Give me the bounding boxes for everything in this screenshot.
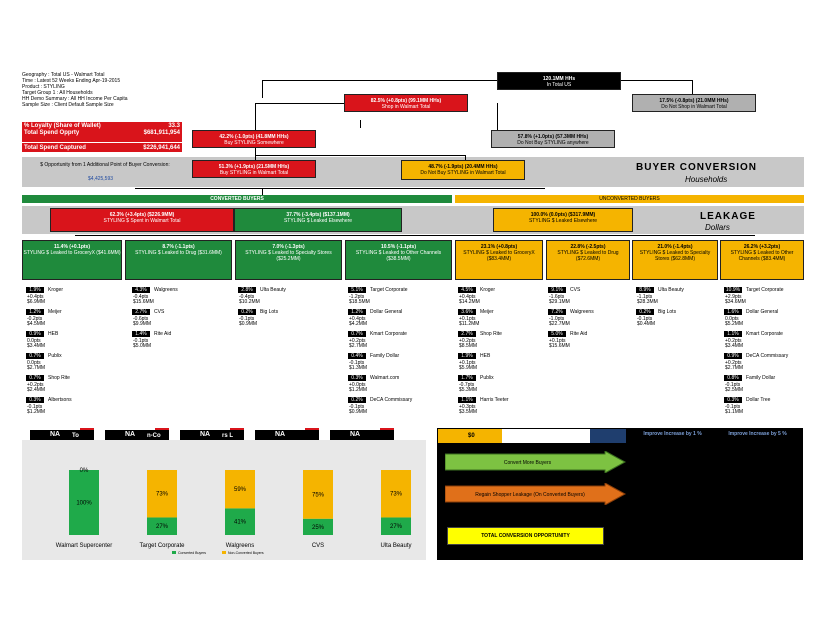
label-non-converted: 0%	[79, 468, 89, 474]
leak-row	[26, 353, 126, 371]
channel-main: 22.8% (-2.5pts)	[570, 244, 606, 250]
leak-row	[724, 331, 824, 349]
category-label: Ulta Beauty	[380, 543, 412, 549]
leak-amount: $0.4MM	[637, 321, 656, 327]
leak-row	[724, 287, 824, 305]
leak-pct: 10.9%	[725, 287, 741, 293]
leak-retailer: Ulta Beauty	[260, 287, 286, 293]
leak-row	[458, 287, 558, 305]
tree-buy-walmart-box[interactable]	[192, 160, 316, 178]
leak-row	[458, 309, 558, 327]
leak-amount: $1.1MM	[725, 409, 744, 415]
leak-row	[724, 309, 824, 327]
leak-retailer: CVS	[570, 287, 581, 293]
improve-1-label[interactable]: Improve Increase by 1 %	[643, 431, 702, 437]
leak-retailer: Walmart.com	[370, 375, 400, 381]
tree-buy-somewhere-box[interactable]	[192, 130, 316, 148]
leak-amount: $15.6MM	[549, 343, 570, 349]
leak-row	[348, 309, 448, 327]
leak-retailer: Kroger	[48, 287, 64, 293]
leak-retailer: Dollar Tree	[746, 397, 771, 403]
leak-amount: $8.5MM	[459, 343, 478, 349]
conversion-chart	[22, 440, 426, 560]
leak-pct: 1.9%	[26, 287, 44, 293]
leak-row	[458, 375, 558, 393]
leak-pct: 0.9%	[724, 353, 742, 359]
leak-change: +0.4pts	[349, 316, 366, 322]
leak-change: +0.3pts	[459, 404, 476, 410]
report-header	[22, 72, 128, 108]
leak-amount: $3.4MM	[27, 343, 46, 349]
leak-pct: 0.8%	[724, 375, 742, 381]
leak-pct: 1.2%	[348, 309, 366, 315]
leak-amount: $4.2MM	[349, 321, 368, 327]
leaked-converted-sub: STYLING $ Leaked Elsewhere	[283, 218, 353, 224]
leak-amount: $34.6MM	[725, 299, 746, 305]
leak-retailer: Big Lots	[658, 309, 677, 315]
leak-retailer: Publix	[480, 375, 494, 381]
channel-box-3[interactable]	[235, 240, 342, 280]
leak-change: +0.4pts	[27, 294, 44, 300]
label-converted: 25%	[311, 524, 325, 531]
label-converted: 27%	[155, 524, 169, 531]
category-label: Walmart Supercenter	[55, 543, 113, 549]
leak-change: +0.2pts	[27, 382, 44, 388]
leak-amount: $28.3MM	[637, 299, 658, 305]
leak-retailer: Target Corporate	[746, 287, 784, 293]
leak-row	[238, 287, 338, 305]
na-tab-value: NA	[350, 431, 361, 438]
leak-row	[238, 309, 338, 327]
leak-row	[548, 287, 648, 305]
channel-main: 26.2% (+3.2pts)	[743, 244, 781, 250]
spend-cap-label: Total Spend Captured	[24, 145, 86, 151]
leak-retailer: CVS	[154, 309, 165, 315]
leak-retailer: Kmart Corporate	[370, 331, 407, 337]
leak-pct: 0.2%	[636, 309, 654, 315]
tree-root-box[interactable]	[497, 72, 621, 90]
leak-retailer: DeCA Commissary	[370, 397, 413, 403]
tree-nobuy-anywhere-main: 57.8% (+1.0pts) (57.3MM HHs)	[517, 134, 589, 140]
leak-retailer: Shop Rite	[480, 331, 502, 337]
leak-amount: $1.3MM	[349, 365, 368, 371]
leak-pct: 1.6%	[724, 309, 742, 315]
spend-opp-label: Total Spend Opprty	[24, 130, 80, 136]
tree-shop-box[interactable]	[344, 94, 468, 112]
na-tab[interactable]	[30, 430, 94, 440]
leak-pct: 1.9%	[458, 353, 476, 359]
leak-change: -0.4pts	[239, 294, 255, 300]
leak-pct: 2.8%	[238, 287, 256, 293]
leak-change: -0.1pts	[133, 338, 149, 344]
label-non-converted: 59%	[233, 487, 247, 494]
leak-amount: $5.0MM	[133, 343, 152, 349]
leak-pct: 1.1%	[458, 397, 476, 403]
loyalty-value: 33.3	[168, 123, 180, 129]
leak-row	[26, 375, 126, 393]
leak-amount: $5.9MM	[459, 365, 478, 371]
na-tab-value: NA	[200, 431, 211, 438]
leak-row	[132, 309, 232, 327]
sample-line: Sample Size : Client Default Sample Size	[22, 102, 114, 108]
channel-sub: STYLING $ Leaked to Drug ($72.6MM)	[557, 250, 619, 262]
leak-change: -0.4pts	[133, 294, 149, 300]
category-label: Walgreens	[225, 543, 255, 549]
leak-retailer: Rite Aid	[570, 331, 588, 337]
leak-row	[348, 375, 448, 393]
leak-retailer: Walgreens	[570, 309, 594, 315]
tree-shop-main: 82.5% (+0.8pts) (99.1MM HHs)	[370, 98, 442, 104]
leak-change: +0.4pts	[459, 294, 476, 300]
leak-retailer: Target Corporate	[370, 287, 408, 293]
leak-amount: $5.3MM	[459, 387, 478, 393]
leak-retailer: HEB	[480, 353, 491, 359]
leak-change: +0.1pts	[459, 360, 476, 366]
leak-pct: 0.7%	[348, 331, 366, 337]
leak-pct: 1.1%	[724, 331, 742, 337]
regain-label: Regain Shopper Leakage (On Converted Buyers)	[475, 492, 585, 498]
channel-box-1[interactable]	[22, 240, 122, 280]
total-conversion-button[interactable]: TOTAL CONVERSION OPPORTUNITY	[447, 527, 604, 545]
leak-pct: 5.1%	[348, 287, 366, 293]
leak-retailer: Dollar General	[370, 309, 403, 315]
channel-box-6[interactable]	[546, 240, 630, 280]
channel-sub: STYLING $ Leaked to Other Channels ($38.5MM)	[355, 250, 442, 262]
leaked-unconverted-box[interactable]	[493, 208, 633, 232]
tree-noshop-sub: Do Not Shop in Walmart Total	[661, 104, 727, 110]
leak-change: +0.2pts	[459, 338, 476, 344]
spend-in-walmart-box[interactable]	[50, 208, 234, 232]
label-non-converted: 73%	[155, 491, 169, 498]
na-tab-value: NA	[275, 431, 286, 438]
channel-main: 10.5% (-1.1pts)	[380, 244, 416, 250]
na-tab[interactable]	[105, 430, 169, 440]
leak-amount: $2.7MM	[27, 365, 46, 371]
na-tab-accent	[380, 428, 394, 430]
leak-amount: $11.2MM	[459, 321, 480, 327]
leaked-converted-box[interactable]	[234, 208, 402, 232]
leak-amount: $1.2MM	[27, 409, 46, 415]
spend-in-walmart-main: 62.3% (+3.4pts) ($226.9MM)	[109, 212, 175, 218]
leak-row	[348, 397, 448, 415]
na-tab-accent	[155, 428, 169, 430]
leak-amount: $10.2MM	[239, 299, 260, 305]
spend-in-walmart-sub: STYLING $ Spent in Walmart Total	[103, 218, 181, 224]
na-tab[interactable]	[180, 430, 244, 440]
leak-amount: $0.9MM	[239, 321, 258, 327]
channel-sub: STYLING $ Leaked to Specialty Stores ($62.8MM)	[639, 250, 711, 262]
leak-change: -0.1pts	[725, 404, 741, 410]
tree-buy-walmart-main: 51.3% (+1.9pts) (21.5MM HHs)	[218, 164, 290, 170]
tree-noshop-box[interactable]	[632, 94, 756, 112]
channel-sub: STYLING $ Leaked to Other Channels ($83.4MM)	[730, 250, 794, 262]
leak-row	[724, 397, 824, 415]
leak-pct: 1.7%	[458, 375, 476, 381]
leak-pct: 0.4%	[348, 353, 366, 359]
legend-label: Non-Converted Buyers	[228, 551, 264, 555]
leak-amount: $2.5MM	[725, 387, 744, 393]
na-tab-value: NA	[125, 431, 136, 438]
leak-pct: 0.9%	[26, 331, 44, 337]
leak-change: +0.2pts	[349, 338, 366, 344]
leak-retailer: Meijer	[480, 309, 494, 315]
leak-change: -0.1pts	[637, 316, 653, 322]
leak-amount: $3.5MM	[459, 409, 478, 415]
leak-change: 0.0pts	[27, 338, 41, 344]
label-converted: 27%	[389, 524, 403, 531]
na-tab-label: To	[72, 433, 79, 439]
leak-amount: $4.5MM	[27, 321, 46, 327]
na-tab-label: rs L	[222, 433, 234, 439]
leak-change: +0.1pts	[459, 316, 476, 322]
leak-change: -1.6pts	[549, 294, 565, 300]
leak-amount: $2.7MM	[725, 365, 744, 371]
leak-change: -0.1pts	[725, 382, 741, 388]
leak-retailer: DeCA Commissary	[746, 353, 789, 359]
na-tab-accent	[305, 428, 319, 430]
hh-demo-line: HH Demo Summary : All HH Income Per Capita	[22, 96, 128, 102]
product-line: Product : STYLING	[22, 84, 65, 90]
na-tab-accent	[80, 428, 94, 430]
channel-main: 8.7% (-1.1pts)	[162, 244, 195, 250]
leak-change: -0.1pts	[239, 316, 255, 322]
leak-change: +0.1pts	[549, 338, 566, 344]
category-label: Target Corporate	[139, 543, 185, 549]
leak-row	[724, 353, 824, 371]
leak-row	[724, 375, 824, 393]
leak-change: +0.2pts	[725, 338, 742, 344]
leak-amount: $2.4MM	[27, 387, 46, 393]
leak-row	[26, 309, 126, 327]
channel-main: 21.0% (-1.4pts)	[657, 244, 693, 250]
na-tab-value: NA	[50, 431, 61, 438]
leak-change: -0.2pts	[27, 316, 43, 322]
leak-row	[132, 331, 232, 349]
label-converted: 41%	[233, 519, 247, 526]
leak-retailer: Publix	[48, 353, 62, 359]
leak-retailer: Family Dollar	[370, 353, 400, 359]
leak-amount: $5.2MM	[725, 321, 744, 327]
leak-change: -0.7pts	[459, 382, 475, 388]
leak-pct: 0.3%	[724, 397, 742, 403]
leak-change: +2.9pts	[725, 294, 742, 300]
leak-row	[548, 309, 648, 327]
leak-retailer: Kroger	[480, 287, 496, 293]
leak-amount: $14.2MM	[459, 299, 480, 305]
tree-shop-sub: Shop in Walmart Total	[381, 104, 431, 110]
dollar-accent-box	[590, 429, 626, 443]
tree-nobuy-walmart-main: 48.7% (-1.9pts) (20.4MM HHs)	[428, 164, 498, 170]
tree-root-sub: In Total US	[546, 82, 572, 88]
leak-row	[26, 397, 126, 415]
na-tab-label: n-Co	[147, 433, 161, 439]
tree-nobuy-walmart-box[interactable]	[401, 160, 525, 180]
leak-pct: 2.7%	[132, 309, 150, 315]
channel-main: 23.1% (+0.8pts)	[480, 244, 518, 250]
leakage-title: LEAKAGE	[700, 211, 756, 222]
leak-pct: 4.3%	[132, 287, 150, 293]
leak-amount: $0.9MM	[349, 409, 368, 415]
converted-buyers-bar: CONVERTED BUYERS	[22, 195, 452, 203]
leak-row	[348, 287, 448, 305]
leak-change: 0.0pts	[725, 316, 739, 322]
channel-box-2[interactable]	[125, 240, 232, 280]
tree-buy-somewhere-sub: Buy STYLING Somewhere	[224, 140, 284, 146]
leak-row	[548, 331, 648, 349]
channel-sub: STYLING $ Leaked to Specialty Stores ($25.2MM)	[245, 250, 332, 262]
leak-row	[636, 287, 736, 305]
leak-change: -0.6pts	[133, 316, 149, 322]
leak-pct: 0.3%	[348, 375, 366, 381]
label-converted: 100%	[76, 500, 92, 507]
leak-pct: 0.7%	[26, 353, 44, 359]
channel-main: 11.4% (+0.1pts)	[54, 244, 90, 250]
channel-box-4[interactable]	[345, 240, 452, 280]
leak-retailer: Shop Rite	[48, 375, 70, 381]
opportunity-text: $ Opportunity from 1 Additional Point of Buyer Conversion:	[40, 162, 170, 168]
improve-5-label[interactable]: Improve Increase by 5 %	[728, 431, 787, 437]
channel-box-8[interactable]	[720, 240, 804, 280]
leak-retailer: Albertsons	[48, 397, 72, 403]
category-label: CVS	[311, 543, 325, 549]
leak-retailer: Family Dollar	[746, 375, 776, 381]
leak-row	[26, 331, 126, 349]
leak-retailer: HEB	[48, 331, 59, 337]
leak-retailer: Meijer	[48, 309, 62, 315]
leak-row	[458, 331, 558, 349]
tree-buy-walmart-sub: Buy STYLING in Walmart Total	[219, 170, 289, 176]
tree-nobuy-anywhere-box[interactable]	[491, 130, 615, 148]
tree-nobuy-anywhere-sub: Do Not Buy STYLING anywhere	[517, 140, 589, 146]
tree-noshop-main: 17.5% (-0.8pts) (21.0MM HHs)	[659, 98, 729, 104]
tree-root-main: 120.1MM HHs	[542, 76, 576, 82]
loyalty-label: % Loyalty (Share of Wallet)	[24, 123, 101, 129]
legend-swatch	[172, 551, 176, 554]
leak-change: -1.0pts	[549, 316, 565, 322]
leak-retailer: Harris Teeter	[480, 397, 509, 403]
leak-amount: $22.7MM	[549, 321, 570, 327]
leak-pct: 8.9%	[636, 287, 654, 293]
channel-sub: STYLING $ Leaked to GroceryX ($41.6MM)	[23, 250, 121, 256]
leak-retailer: Rite Aid	[154, 331, 172, 337]
leak-amount: $6.9MM	[27, 299, 46, 305]
na-tab[interactable]	[330, 430, 394, 440]
leak-pct: 4.5%	[458, 287, 476, 293]
leak-pct: 1.2%	[26, 309, 44, 315]
households-subtitle: Households	[685, 175, 728, 184]
leaked-unconverted-sub: STYLING $ Leaked Elsewhere	[528, 218, 598, 224]
leak-row	[458, 353, 558, 371]
leaked-converted-main: 37.7% (-3.4pts) ($137.1MM)	[286, 212, 350, 218]
leak-change: -1.1pts	[637, 294, 653, 300]
convert-label: Convert More Buyers	[503, 460, 552, 466]
leak-pct: 0.2%	[348, 397, 366, 403]
leak-row	[26, 287, 126, 305]
buyer-conversion-title: BUYER CONVERSION	[636, 162, 758, 173]
leak-retailer: Walgreens	[154, 287, 178, 293]
spend-cap-value: $226,941,644	[143, 145, 180, 151]
channel-sub: STYLING $ Leaked to Drug ($31.6MM)	[135, 250, 222, 256]
channel-main: 7.0% (-1.3pts)	[272, 244, 305, 250]
legend-swatch	[222, 551, 226, 554]
leak-amount: $3.4MM	[725, 343, 744, 349]
na-tab-accent	[230, 428, 244, 430]
chart-svg	[22, 440, 426, 560]
leak-retailer: Ulta Beauty	[658, 287, 684, 293]
leak-amount: $9.9MM	[133, 321, 152, 327]
unconverted-buyers-bar: UNCONVERTED BUYERS	[455, 195, 804, 203]
tree-nobuy-walmart-sub: Do Not Buy STYLING in Walmart Total	[420, 170, 506, 176]
leak-amount: $29.1MM	[549, 299, 570, 305]
leak-change: -1.2pts	[349, 294, 365, 300]
target-line: Target Group 1 : All Households	[22, 90, 93, 96]
time-line: Time : Latest 52 Weeks Ending Apr-19-2015	[22, 78, 121, 84]
legend-label: Converted Buyers	[178, 551, 207, 555]
leak-change: -0.1pts	[349, 404, 365, 410]
leak-pct: 0.3%	[26, 397, 44, 403]
leak-pct: 9.1%	[548, 287, 566, 293]
label-non-converted: 75%	[311, 492, 325, 499]
leak-pct: 0.2%	[238, 309, 256, 315]
leak-row	[348, 331, 448, 349]
leak-amount: $1.2MM	[349, 387, 368, 393]
leak-pct: 0.7%	[26, 375, 44, 381]
tree-buy-somewhere-main: 42.2% (-1.0pts) (41.8MM HHs)	[219, 134, 289, 140]
leak-change: +0.2pts	[725, 360, 742, 366]
leak-row	[132, 287, 232, 305]
leak-row	[348, 353, 448, 371]
leak-amount: $2.7MM	[349, 343, 368, 349]
leak-row	[458, 397, 558, 415]
channel-box-7[interactable]	[632, 240, 718, 280]
dollar-value-box: $0	[438, 429, 502, 443]
channel-sub: STYLING $ Leaked to GroceryX ($83.4MM)	[463, 250, 535, 262]
leak-amount: $18.5MM	[349, 299, 370, 305]
leaked-unconverted-main: 100.0% (0.0pts) ($317.9MM)	[530, 212, 596, 218]
leak-change: +0.0pts	[349, 382, 366, 388]
leak-amount: $15.6MM	[133, 299, 154, 305]
leak-row	[636, 309, 736, 327]
leak-retailer: Kmart Corporate	[746, 331, 783, 337]
leak-change: -0.1pts	[349, 360, 365, 366]
label-non-converted: 73%	[389, 491, 403, 498]
spend-opp-value: $681,911,954	[143, 130, 180, 136]
spend-captured-row	[22, 142, 182, 152]
dollar-input-field[interactable]	[502, 429, 590, 443]
leak-pct: 5.0%	[548, 331, 566, 337]
leak-pct: 3.6%	[458, 309, 476, 315]
leak-pct: 2.7%	[458, 331, 476, 337]
leak-retailer: Dollar General	[746, 309, 779, 315]
leak-change: 0.0pts	[27, 360, 41, 366]
leak-retailer: Big Lots	[260, 309, 279, 315]
dollars-subtitle: Dollars	[705, 223, 730, 232]
na-tab[interactable]	[255, 430, 319, 440]
geography-line: Geography : Total US - Walmart Total	[22, 72, 105, 78]
opportunity-value: $4,425,593	[88, 176, 114, 182]
leak-pct: 1.4%	[132, 331, 150, 337]
leak-change: -0.1pts	[27, 404, 43, 410]
leak-pct: 7.2%	[548, 309, 566, 315]
channel-box-5[interactable]	[455, 240, 543, 280]
